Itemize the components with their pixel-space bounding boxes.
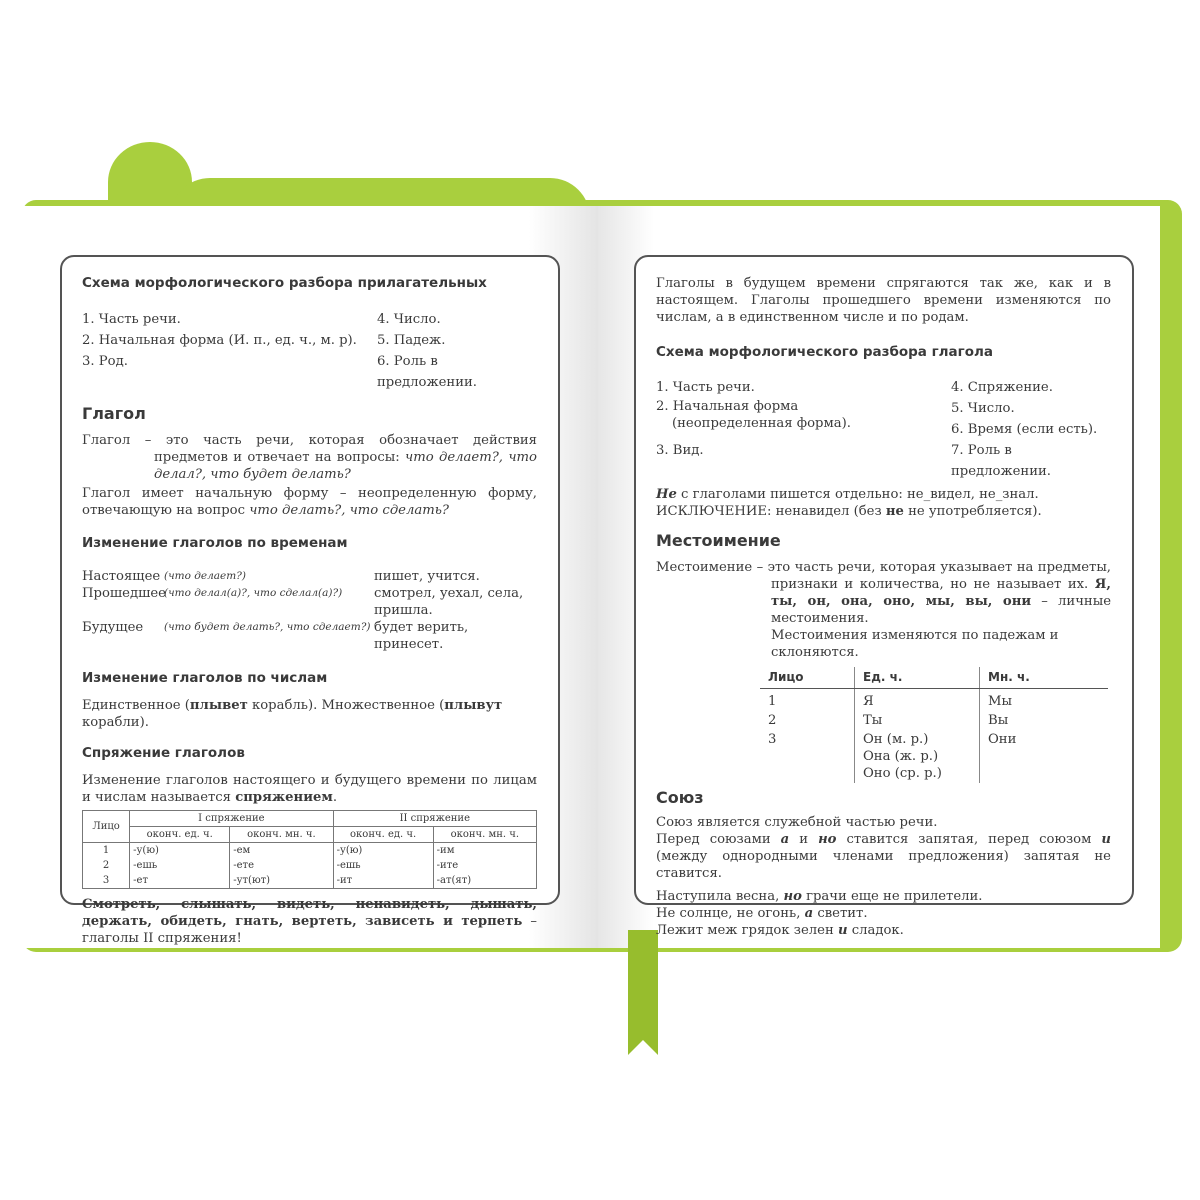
verb-definition: Глагол – это часть речи, которая обозначает действия предметов и отвечает на вопросы: что делает?, что делал?, что будет делать? bbox=[82, 433, 537, 482]
tense-row: Будущее (что будет делать?, что сделает?) будет верить, принесет. bbox=[82, 620, 469, 652]
pronoun-heading: Местоимение bbox=[656, 531, 781, 550]
tense-row: Настоящее (что делает?) пишет, учится. bbox=[82, 569, 480, 584]
left-content bbox=[82, 275, 537, 947]
table-row: 1 Я Мы bbox=[760, 689, 1108, 712]
union-example: Наступила весна, но грачи еще не прилетели. bbox=[656, 889, 983, 904]
tense-list bbox=[82, 568, 537, 653]
union-heading: Союз bbox=[656, 788, 704, 807]
ne-rule: Не с глаголами пишется отдельно: не_видел, не_знал. bbox=[656, 487, 1039, 502]
adj-scheme-title: Схема морфологического разбора прилагательных bbox=[82, 275, 487, 291]
conj-heading: Спряжение глаголов bbox=[82, 745, 245, 761]
conj-definition: Изменение глаголов настоящего и будущего времени по лицам и числам называется спряжением. bbox=[82, 773, 537, 805]
adj-item: 2. Начальная форма (И. п., ед. ч., м. р). bbox=[82, 333, 357, 348]
union-definition: Союз является служебной частью речи. bbox=[656, 815, 938, 830]
verb-heading: Глагол bbox=[82, 404, 146, 423]
verb-item: 1. Часть речи. bbox=[656, 380, 755, 395]
verb-scheme-list bbox=[656, 377, 1111, 482]
number-heading: Изменение глаголов по числам bbox=[82, 670, 328, 686]
future-tense-text: Глаголы в будущем времени спрягаются так же, как и в настоящем. Глаголы прошедшего времени изменяются по числам, а в единственном числе и по родам. bbox=[656, 276, 1111, 325]
verb-item: 5. Число. bbox=[951, 401, 1015, 416]
adj-item: 5. Падеж. bbox=[377, 333, 446, 348]
pronoun-change: Местоимения изменяются по падежам и склоняются. bbox=[771, 628, 1059, 660]
conj-header-face: Лицо bbox=[83, 811, 130, 843]
table-row: 1 -у(ю) -ем -у(ю) -им bbox=[83, 843, 537, 859]
verb-item: 6. Время (если есть). bbox=[951, 422, 1098, 437]
table-row: 2 Ты Вы bbox=[760, 711, 1108, 730]
conj-subheader: оконч. ед. ч. bbox=[130, 827, 230, 843]
verb-scheme-title: Схема морфологического разбора глагола bbox=[656, 344, 993, 360]
adj-item: 1. Часть речи. bbox=[82, 312, 181, 327]
verb-item: 7. Роль в предложении. bbox=[951, 443, 1051, 479]
adj-scheme-list bbox=[82, 309, 537, 393]
union-rule: Перед союзами а и но ставится запятая, перед союзом и (между однородными членами предложения) запятая не ставится. bbox=[656, 832, 1111, 881]
pron-header: Лицо bbox=[760, 667, 855, 689]
verb-item: 2. Начальная форма bbox=[656, 399, 799, 414]
conj-subheader: оконч. мн. ч. bbox=[230, 827, 333, 843]
pron-header: Мн. ч. bbox=[980, 667, 1109, 689]
tense-row: Прошедшее (что делал(а)?, что сделал(а)?) смотрел, уехал, села, пришла. bbox=[82, 586, 524, 618]
pronoun-table bbox=[760, 667, 1108, 783]
adj-item: 6. Роль в предложении. bbox=[377, 354, 477, 390]
conjugation-table bbox=[82, 810, 537, 889]
table-row: 2 -ешь -ете -ешь -ите bbox=[83, 858, 537, 873]
bookmark-ribbon bbox=[628, 930, 658, 1055]
conj-subheader: оконч. ед. ч. bbox=[333, 827, 433, 843]
union-example: Лежит меж грядок зелен и сладок. bbox=[656, 923, 904, 938]
conj-exceptions: Смотреть, слышать, видеть, ненавидеть, дышать, держать, обидеть, гнать, вертеть, зависеть и терпеть – глаголы II спряжения! bbox=[82, 897, 537, 946]
union-examples bbox=[656, 888, 1111, 939]
right-content bbox=[656, 275, 1111, 939]
verb-item: 4. Спряжение. bbox=[951, 380, 1053, 395]
table-row: 3 Он (м. р.) Она (ж. р.) Оно (ср. р.) Они bbox=[760, 730, 1108, 783]
ne-exception: ИСКЛЮЧЕНИЕ: ненавидел (без не не употребляется). bbox=[656, 504, 1042, 519]
pron-header: Ед. ч. bbox=[855, 667, 980, 689]
verb-infinitive: Глагол имеет начальную форму – неопределенную форму, отвечающую на вопрос что делать?, что сделать? bbox=[82, 486, 537, 518]
number-example: Единственное (плывет корабль). Множественное (плывут корабли). bbox=[82, 698, 503, 730]
adj-item: 4. Число. bbox=[377, 312, 441, 327]
pronoun-definition: Местоимение – это часть речи, которая указывает на предметы, признаки и количества, но не называет их. Я, ты, он, она, оно, мы, вы, они – личные местоимения. bbox=[656, 560, 1112, 626]
conj-subheader: оконч. мн. ч. bbox=[433, 827, 536, 843]
conj-header-first: I спряжение bbox=[130, 811, 333, 827]
adj-item: 3. Род. bbox=[82, 354, 128, 369]
table-row: 3 -ет -ут(ют) -ит -ат(ят) bbox=[83, 873, 537, 889]
conj-header-second: II спряжение bbox=[333, 811, 536, 827]
verb-item: 3. Вид. bbox=[656, 443, 704, 458]
union-example: Не солнце, не огонь, а светит. bbox=[656, 906, 868, 921]
verb-item: (неопределенная форма). bbox=[672, 416, 851, 431]
tense-heading: Изменение глаголов по временам bbox=[82, 535, 348, 551]
